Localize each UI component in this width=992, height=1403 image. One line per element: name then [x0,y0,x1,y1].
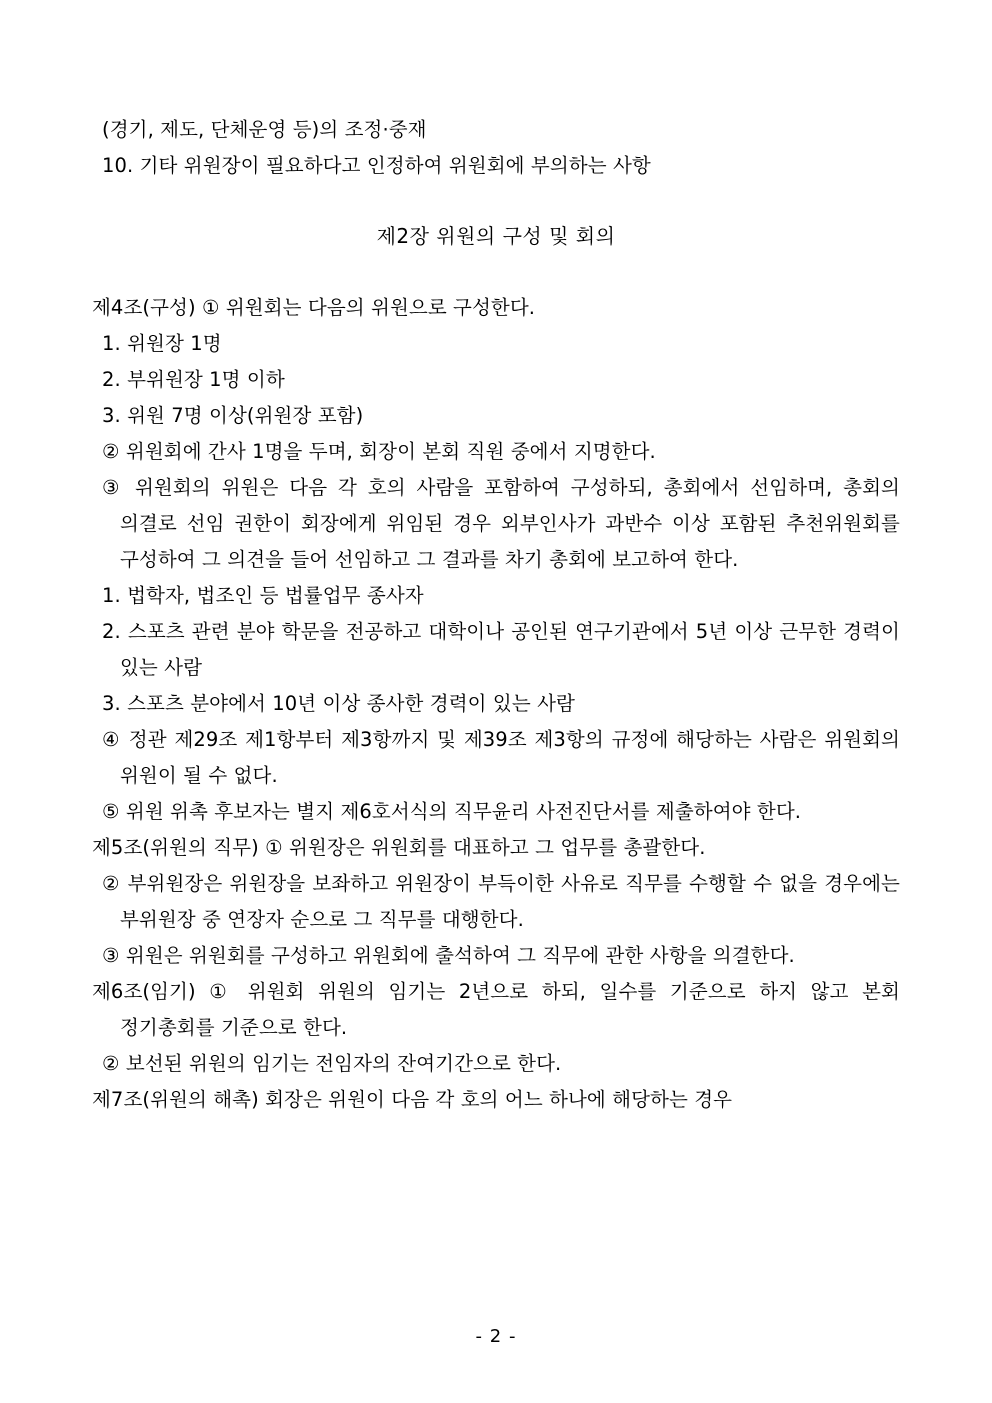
article-header: 제5조(위원의 직무) ① 위원장은 위원회를 대표하고 그 업무를 총괄한다. [92,836,706,859]
spacer [92,184,900,218]
article-header: 제6조(임기) ① 위원회 위원의 임기는 2년으로 하되, 일수를 기준으로 하지 않고 본회 정기총회를 기준으로 한다. [92,980,900,1039]
list-item: 3. 스포츠 분야에서 10년 이상 종사한 경력이 있는 사람 [102,692,575,715]
page-number: - 2 - [475,1326,517,1347]
list-item: ③ 위원회의 위원은 다음 각 호의 사람을 포함하여 구성하되, 총회에서 선임하며, 총회의 의결로 선임 권한이 회장에게 위임된 경우 외부인사가 과반수 이상 포함된 추천위원회를 구성하여 그 의견을 들어 선임하고 그 결과를 차기 총회에 보고하여 한다. [102,476,900,571]
list-item: ② 위원회에 간사 1명을 두며, 회장이 본회 직원 중에서 지명한다. [102,440,656,463]
chapter-title: 제2장 위원의 구성 및 회의 [376,224,616,248]
article-header: 제7조(위원의 해촉) 회장은 위원이 다음 각 호의 어느 하나에 해당하는 경우 [92,1088,733,1111]
list-item: ② 보선된 위원의 임기는 전임자의 잔여기간으로 한다. [102,1052,562,1075]
spacer [92,254,900,290]
list-item: 1. 위원장 1명 [102,332,222,355]
list-item: ⑤ 위원 위촉 후보자는 별지 제6호서식의 직무윤리 사전진단서를 제출하여야 한다. [102,800,802,823]
list-item: 1. 법학자, 법조인 등 법률업무 종사자 [102,584,424,607]
list-item: 2. 스포츠 관련 분야 학문을 전공하고 대학이나 공인된 연구기관에서 5년 이상 근무한 경력이 있는 사람 [102,620,900,679]
continued-text-line: (경기, 제도, 단체운영 등)의 조정·중재 [102,118,427,141]
list-item: 10. 기타 위원장이 필요하다고 인정하여 위원회에 부의하는 사항 [102,154,651,177]
list-item: ④ 정관 제29조 제1항부터 제3항까지 및 제39조 제3항의 규정에 해당하는 사람은 위원회의 위원이 될 수 없다. [102,728,900,787]
document-body [92,112,900,1118]
article-header: 제4조(구성) ① 위원회는 다음의 위원으로 구성한다. [92,296,536,319]
list-item: ② 부위원장은 위원장을 보좌하고 위원장이 부득이한 사유로 직무를 수행할 수 없을 경우에는 부위원장 중 연장자 순으로 그 직무를 대행한다. [102,872,900,931]
list-item: ③ 위원은 위원회를 구성하고 위원회에 출석하여 그 직무에 관한 사항을 의결한다. [102,944,795,967]
list-item: 2. 부위원장 1명 이하 [102,368,285,391]
list-item: 3. 위원 7명 이상(위원장 포함) [102,404,364,427]
